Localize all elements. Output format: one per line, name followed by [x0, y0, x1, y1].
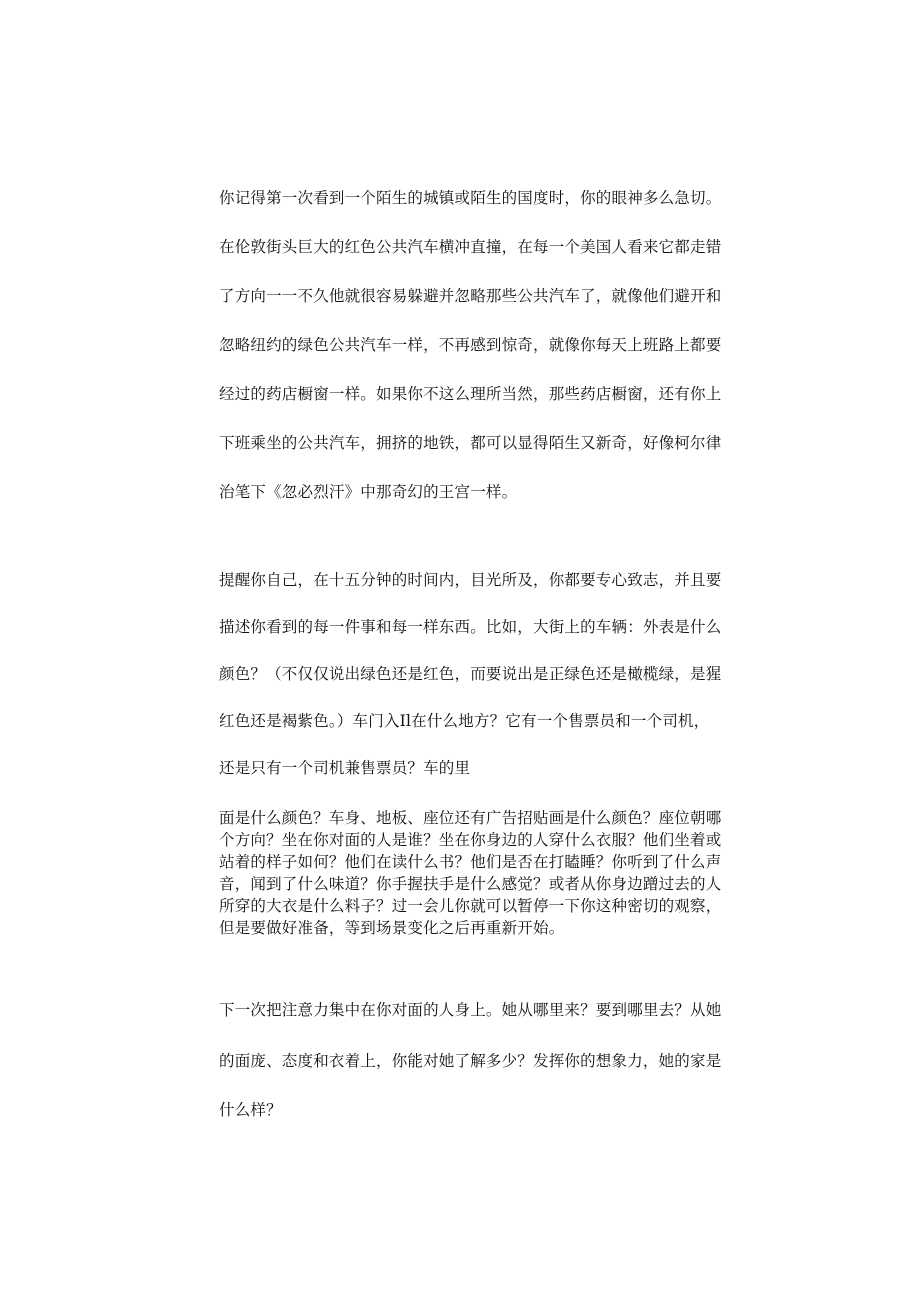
paragraph-4-line-2: 的面庞、态度和衣着上，你能对她了解多少？发挥你的想象力，她的家是: [219, 1052, 722, 1070]
paragraph-3-line-3: 站着的样子如何？他们在读什么书？他们是否在打瞌睡？你听到了什么声: [219, 853, 722, 871]
paragraph-2-line-2: 描述你看到的每一件事和每一样东西。比如，大街上的车辆：外表是什么: [219, 618, 722, 636]
paragraph-3-line-2: 个方向？坐在你对面的人是谁？坐在你身边的人穿什么衣服？他们坐着或: [219, 831, 722, 849]
paragraph-1-line-3: 了方向一一不久他就很容易躲避并忽略那些公共汽车了，就像他们避开和: [219, 287, 722, 305]
paragraph-3-line-4: 音，闻到了什么味道？你手握扶手是什么感觉？或者从你身边蹭过去的人: [219, 875, 722, 893]
paragraph-2-line-3: 颜色？（不仅仅说出绿色还是红色，而要说出是正绿色还是橄榄绿，是猩: [219, 665, 722, 683]
paragraph-4-line-3: 什么样？: [219, 1101, 282, 1119]
paragraph-1-line-6: 下班乘坐的公共汽车，拥挤的地铁，都可以显得陌生又新奇，好像柯尔律: [219, 434, 722, 452]
paragraph-2-line-5: 还是只有一个司机兼售票员？车的里: [219, 759, 471, 777]
paragraph-1-line-2: 在伦敦街头巨大的红色公共汽车横冲直撞，在每一个美国人看来它都走错: [219, 238, 722, 256]
paragraph-4-line-1: 下一次把注意力集中在你对面的人身上。她从哪里来？要到哪里去？从她: [219, 1001, 722, 1019]
paragraph-1-line-4: 忽略纽约的绿色公共汽车一样，不再感到惊奇，就像你每天上班路上都要: [219, 336, 722, 354]
paragraph-2-line-4: 红色还是褐紫色。）车门入Il在什么地方？它有一个售票员和一个司机，: [219, 712, 710, 730]
paragraph-1-line-5: 经过的药店橱窗一样。如果你不这么理所当然，那些药店橱窗，还有你上: [219, 385, 722, 403]
paragraph-3-line-5: 所穿的大衣是什么料子？过一会儿你就可以暂停一下你这种密切的观察，: [219, 897, 722, 915]
paragraph-3-line-1: 面是什么颜色？车身、地板、座位还有广告招贴画是什么颜色？座位朝哪: [219, 809, 722, 827]
paragraph-2-line-1: 提醒你自己，在十五分钟的时间内，目光所及，你都要专心致志，并且要: [219, 571, 722, 589]
paragraph-3: [219, 807, 722, 939]
paragraph-1-line-1: 你记得第一次看到一个陌生的城镇或陌生的国度时，你的眼神多么急切。: [219, 189, 722, 207]
paragraph-1-line-7: 治笔下《忽必烈汗》中那奇幻的王宫一样。: [219, 483, 518, 501]
paragraph-3-line-6: 但是要做好准备，等到场景变化之后再重新开始。: [219, 919, 565, 937]
